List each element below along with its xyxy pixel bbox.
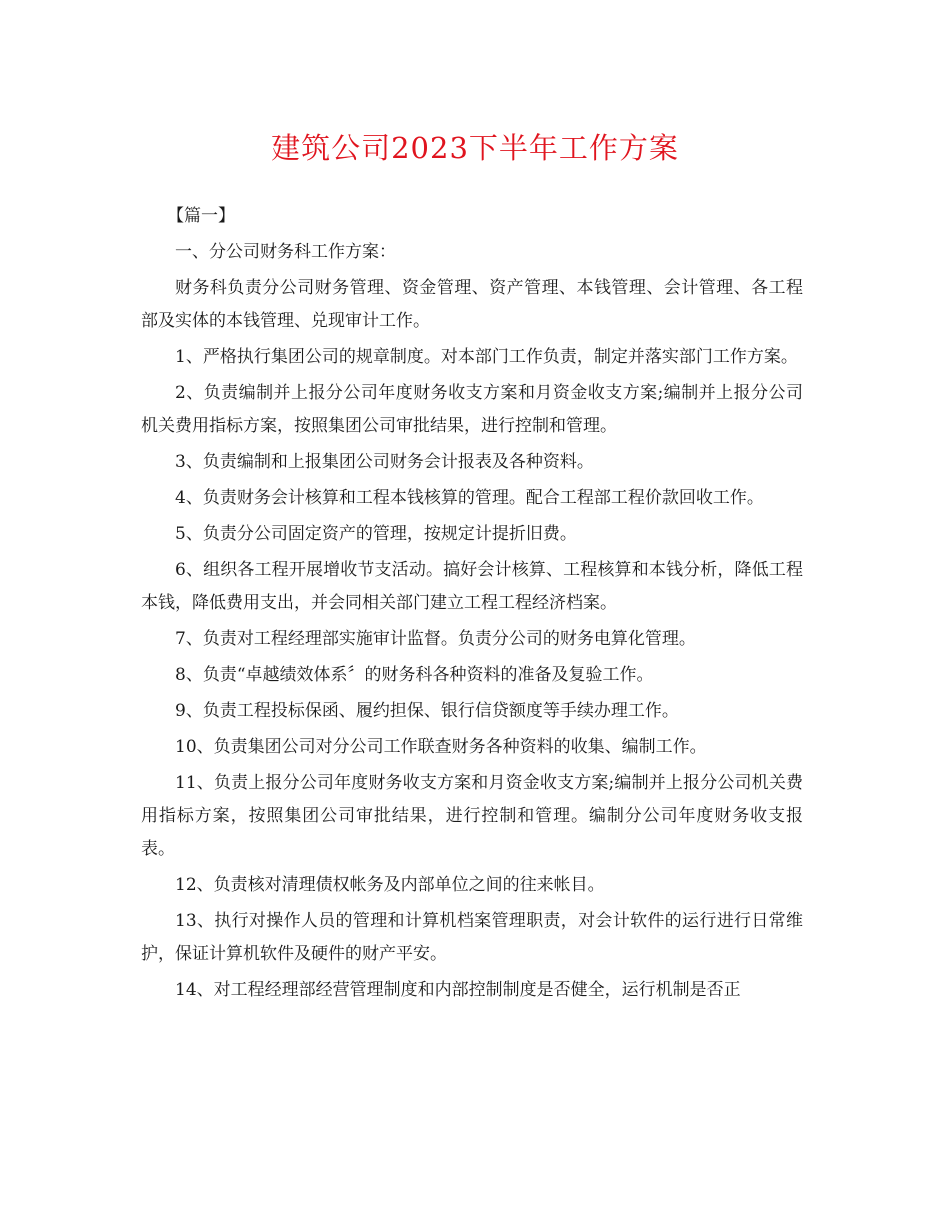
list-item-3: 3、负责编制和上报集团公司财务会计报表及各种资料。 — [175, 452, 594, 472]
list-item-7: 7、负责对工程经理部实施审计监督。负责分公司的财务电算化管理。 — [175, 629, 696, 649]
list-item-8: 8、负责“卓越绩效体系〞的财务科各种资料的准备及复验工作。 — [175, 665, 654, 685]
list-item-1: 1、严格执行集团公司的规章制度。对本部门工作负责，制定并落实部门工作方案。 — [175, 347, 798, 367]
list-item-5: 5、负责分公司固定资产的管理，按规定计提折旧费。 — [175, 524, 577, 544]
paragraph-intro: 财务科负责分公司财务管理、资金管理、资产管理、本钱管理、会计管理、各工程部及实体的本钱管理、兑现审计工作。 — [141, 278, 803, 331]
list-item-4: 4、负责财务会计核算和工程本钱核算的管理。配合工程部工程价款回收工作。 — [175, 488, 764, 508]
list-item-6: 6、组织各工程开展增收节支活动。搞好会计核算、工程核算和本钱分析，降低工程本钱，降低费用支出，并会同相关部门建立工程工程经济档案。 — [141, 560, 803, 613]
list-item-14: 14、对工程经理部经营管理制度和内部控制制度是否健全，运行机制是否正 — [175, 980, 741, 1000]
list-item-2: 2、负责编制并上报分公司年度财务收支方案和月资金收支方案;编制并上报分公司机关费用指标方案，按照集团公司审批结果，进行控制和管理。 — [141, 383, 803, 436]
list-item-13: 13、执行对操作人员的管理和计算机档案管理职责，对会计软件的运行进行日常维护，保证计算机软件及硬件的财产平安。 — [141, 911, 803, 964]
section-heading: 【篇一】 — [167, 206, 235, 226]
list-item-10: 10、负责集团公司对分公司工作联查财务各种资料的收集、编制工作。 — [175, 737, 707, 757]
list-item-12: 12、负责核对清理债权帐务及内部单位之间的往来帐目。 — [175, 875, 605, 895]
list-item-9: 9、负责工程投标保函、履约担保、银行信贷额度等手续办理工作。 — [175, 701, 679, 721]
document-title: 建筑公司2023下半年工作方案 — [271, 131, 679, 165]
subsection-heading: 一、分公司财务科工作方案： — [175, 242, 396, 262]
list-item-11: 11、负责上报分公司年度财务收支方案和月资金收支方案;编制并上报分公司机关费用指标方案，按照集团公司审批结果，进行控制和管理。编制分公司年度财务收支报表。 — [141, 773, 803, 859]
document-body — [141, 200, 803, 1010]
